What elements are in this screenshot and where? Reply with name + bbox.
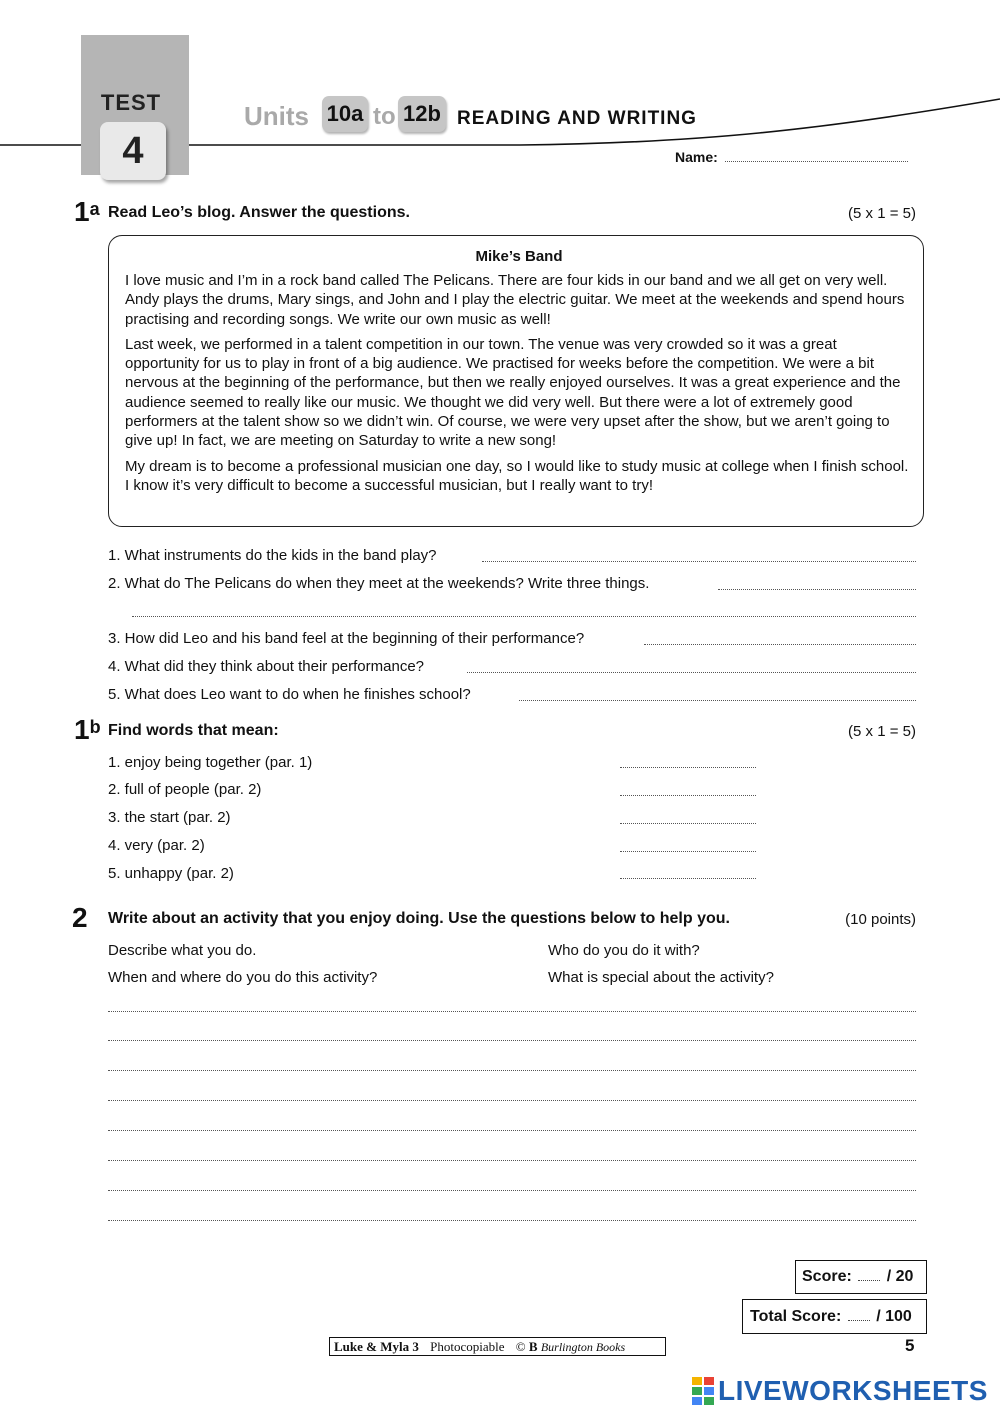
vocab-item-1: 1. enjoy being together (par. 1)	[108, 754, 313, 771]
answer-line-2b[interactable]	[132, 616, 916, 617]
vocab-answer-5[interactable]	[620, 878, 756, 879]
vocab-item-2: 2. full of people (par. 2)	[108, 781, 262, 798]
vocab-answer-1[interactable]	[620, 767, 756, 768]
liveworksheets-logo	[692, 1375, 992, 1407]
blog-paragraph-2: Last week, we performed in a talent competition in our town. The venue was very crowded so it was a great opportunity for us to play in front of a big audience. We practised for weeks before the competition. We were a bit nervous at the beginning of the performance, but then we really enjoyed ourselves. It was a great experience and the audience seemed to really like our music. We thought we did very well. But there were a lot of extremely good performers at the talent show so we didn’t win. Of course, we were very upset after the show, but we aren’t going to give up! In fact, we are meeting on Saturday to write a new song!	[125, 335, 901, 450]
question-3: 3. How did Leo and his band feel at the beginning of their performance?	[108, 630, 585, 647]
writing-line-4[interactable]	[108, 1100, 916, 1101]
test-label: TEST	[100, 90, 162, 115]
total-score-field[interactable]	[848, 1320, 870, 1321]
section-2-number: 2	[72, 902, 88, 933]
writing-line-1[interactable]	[108, 1011, 916, 1012]
section-2-title: Write about an activity that you enjoy doing. Use the questions below to help you.	[108, 910, 730, 927]
vocab-item-3: 3. the start (par. 2)	[108, 809, 231, 826]
writing-line-5[interactable]	[108, 1130, 916, 1131]
photocopiable-label: Photocopiable	[430, 1339, 505, 1354]
section-heading: READING AND WRITING	[457, 108, 697, 129]
page-number: 5	[905, 1336, 915, 1355]
footer-credit	[329, 1337, 666, 1356]
watermark-text: LIVEWORKSHEETS	[718, 1375, 988, 1406]
name-field[interactable]	[725, 161, 908, 162]
section-1b-title: Find words that mean:	[108, 722, 279, 739]
answer-line-2[interactable]	[718, 589, 916, 590]
copyright-symbol: ©	[515, 1339, 526, 1354]
question-5: 5. What does Leo want to do when he finishes school?	[108, 686, 471, 703]
unit-to-badge: 12b	[398, 96, 446, 132]
blog-paragraph-3: My dream is to become a professional musician one day, so I would like to study music at college when I finish school. I know it’s very difficult to become a successful musician, but I really want to try!	[125, 457, 909, 494]
answer-line-5[interactable]	[519, 700, 916, 701]
question-4: 4. What did they think about their performance?	[108, 658, 425, 675]
total-score-total: / 100	[876, 1308, 912, 1325]
prompt-1: Describe what you do.	[108, 942, 257, 959]
writing-line-7[interactable]	[108, 1190, 916, 1191]
answer-line-1[interactable]	[482, 561, 916, 562]
section-1a-points: (5 x 1 = 5)	[848, 205, 916, 222]
vocab-answer-3[interactable]	[620, 823, 756, 824]
section-1a-number: 1$^a$	[74, 196, 100, 227]
vocab-answer-2[interactable]	[620, 795, 756, 796]
units-to-label: to	[373, 103, 396, 130]
section-1a-letter: a	[89, 199, 100, 219]
section-1a-title: Read Leo’s blog. Answer the questions.	[108, 204, 410, 221]
unit-from-badge: 10a	[322, 96, 368, 132]
blog-box	[108, 235, 924, 527]
prompt-2: Who do you do it with?	[548, 942, 700, 959]
score-box	[795, 1260, 927, 1294]
liveworksheets-logo-icon	[692, 1377, 714, 1405]
writing-line-2[interactable]	[108, 1040, 916, 1041]
section-1b-number: 1$^b$	[74, 714, 101, 745]
answer-line-4[interactable]	[467, 672, 916, 673]
writing-line-8[interactable]	[108, 1220, 916, 1221]
prompt-3: When and where do you do this activity?	[108, 969, 378, 986]
total-score-box	[742, 1299, 927, 1334]
section-1b-points: (5 x 1 = 5)	[848, 723, 916, 740]
publisher-name: Burlington Books	[540, 1340, 626, 1354]
vocab-item-5: 5. unhappy (par. 2)	[108, 865, 234, 882]
writing-line-3[interactable]	[108, 1070, 916, 1071]
vocab-item-4: 4. very (par. 2)	[108, 837, 205, 854]
blog-title: Mike’s Band	[475, 248, 563, 265]
score-label: Score:	[802, 1268, 852, 1285]
units-label: Units	[244, 101, 309, 131]
prompt-4: What is special about the activity?	[548, 969, 774, 986]
answer-line-3[interactable]	[644, 644, 916, 645]
question-2: 2. What do The Pelicans do when they meet at the weekends? Write three things.	[108, 575, 650, 592]
vocab-answer-4[interactable]	[620, 851, 756, 852]
total-score-label: Total Score:	[750, 1308, 842, 1325]
publisher-logo-icon: B	[528, 1339, 538, 1354]
score-total: / 20	[886, 1268, 914, 1285]
book-title: Luke & Myla 3	[334, 1339, 419, 1354]
section-2-points: (10 points)	[845, 911, 916, 928]
test-number: 4	[100, 122, 166, 180]
score-field[interactable]	[858, 1280, 880, 1281]
section-1b-letter: b	[89, 717, 101, 737]
blog-paragraph-1: I love music and I’m in a rock band called The Pelicans. There are four kids in our band and we all get on very well. Andy plays the drums, Mary sings, and John and I play the electric guitar. We meet at the weekends and spend hours practising and recording songs. We write our own music as well!	[125, 272, 905, 328]
question-1: 1. What instruments do the kids in the band play?	[108, 547, 437, 564]
writing-line-6[interactable]	[108, 1160, 916, 1161]
name-label: Name:	[675, 149, 718, 165]
